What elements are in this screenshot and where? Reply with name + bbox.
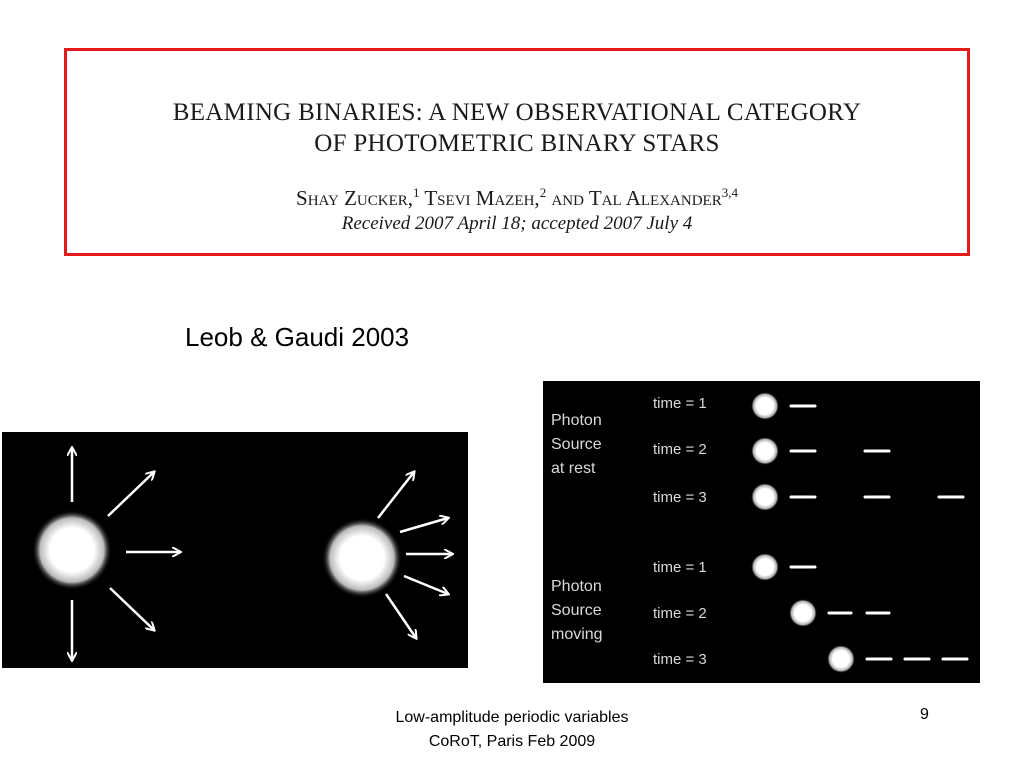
paper-title-line-1: BEAMING BINARIES: A NEW OBSERVATIONAL CATEGORY — [172, 99, 862, 126]
slide-footer — [312, 706, 712, 754]
citation-text: Leob & Gaudi 2003 — [185, 322, 410, 352]
beaming-illustration-graphic — [2, 432, 468, 668]
paper-title-line-2: OF PHOTOMETRIC BINARY STARS — [314, 130, 720, 157]
author-2: Tsevi Mazeh, — [424, 186, 540, 210]
footer-line-2: CoRoT, Paris Feb 2009 — [428, 733, 596, 750]
time-label-rest-3: time = 3 — [653, 489, 707, 506]
photon-timing-graphic — [543, 381, 980, 683]
footer-line-1: Low-amplitude periodic variables — [395, 709, 629, 726]
source-rest-t1 — [751, 392, 779, 420]
source-moving-t2 — [789, 599, 817, 627]
source-moving-t3 — [827, 645, 855, 673]
time-label-moving-2: time = 2 — [653, 605, 707, 622]
author-3-affiliation: 3,4 — [721, 185, 738, 200]
label-source-at-rest: Photon Source at rest — [551, 412, 602, 477]
source-rest-t2 — [751, 437, 779, 465]
star-moving — [322, 518, 402, 598]
paper-authors — [67, 185, 967, 211]
page-number: 9 — [920, 706, 929, 723]
time-label-moving-3: time = 3 — [653, 651, 707, 668]
author-1: Shay Zucker, — [296, 186, 413, 210]
paper-header-box — [64, 48, 970, 256]
label-source-moving: Photon Source moving — [551, 578, 603, 643]
time-label-rest-1: time = 1 — [653, 395, 707, 412]
author-2-affiliation: 2 — [539, 185, 547, 200]
author-conjunction: and — [551, 186, 584, 210]
author-3: Tal Alexander — [588, 186, 722, 210]
source-rest-t3 — [751, 483, 779, 511]
time-label-moving-1: time = 1 — [653, 559, 707, 576]
source-moving-t1 — [751, 553, 779, 581]
author-1-affiliation: 1 — [412, 185, 420, 200]
photon-timing-illustration — [543, 381, 980, 683]
paper-received-date: Received 2007 April 18; accepted 2007 July 4 — [341, 213, 693, 234]
paper-title — [67, 97, 967, 159]
time-label-rest-2: time = 2 — [653, 441, 707, 458]
star-at-rest — [32, 510, 112, 590]
beaming-illustration — [2, 432, 468, 668]
